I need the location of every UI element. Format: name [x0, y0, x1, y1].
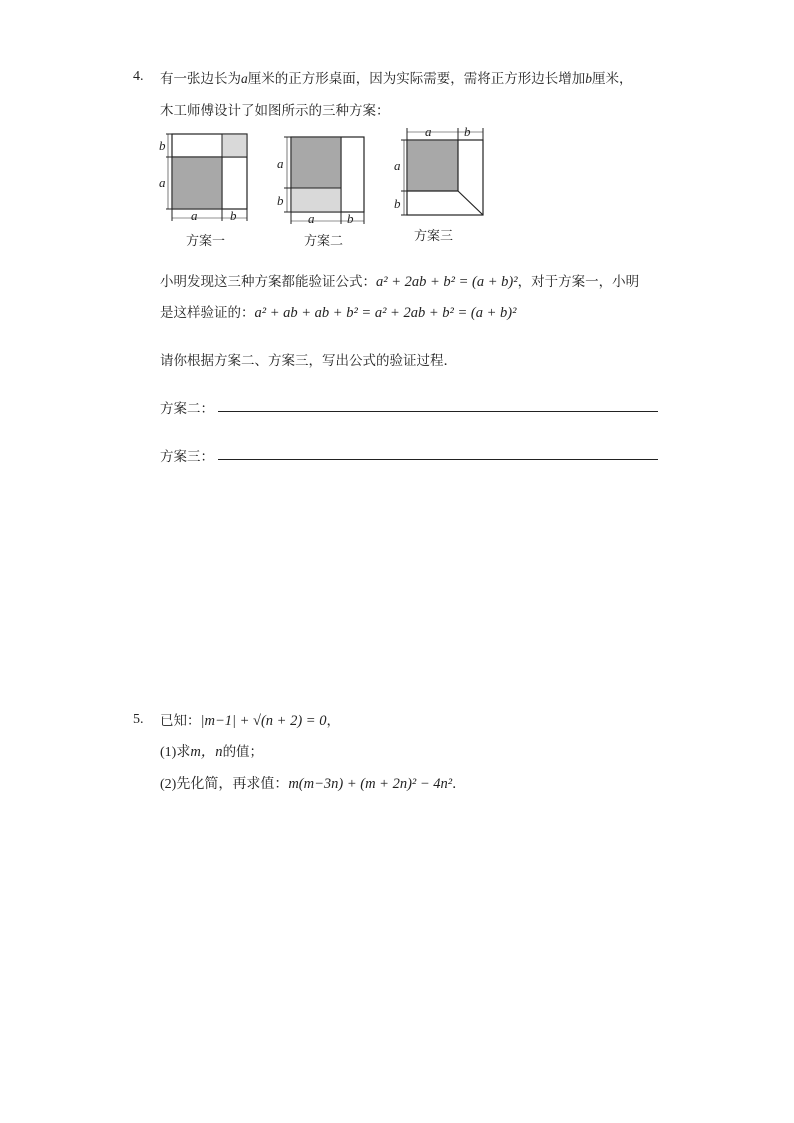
paragraph-line2: 是这样验证的：a² + ab + ab + b² = a² + 2ab + b² = (a + b)²	[160, 305, 517, 321]
formula-identity: a² + 2ab + b² = (a + b)²	[376, 274, 518, 290]
label-b: b	[277, 193, 284, 208]
part2-line: (2)先化简，再求值：m(m−3n) + (m + 2n)² − 4n²．	[160, 776, 466, 792]
question-text-line1: 有一张边长为a厘米的正方形桌面，因为实际需要，需将正方形边长增加b厘米，	[160, 71, 633, 87]
label-a: a	[191, 208, 198, 223]
variable-b: b	[585, 71, 592, 86]
label-a: a	[277, 156, 284, 171]
caption-scheme1: 方案一	[186, 234, 226, 249]
paragraph-line1: 小明发现这三种方案都能验证公式：a² + 2ab + b² = (a + b)²，对于方案一，小明	[160, 274, 640, 290]
formula-simplify: m(m−3n) + (m + 2n)² − 4n²	[288, 776, 453, 792]
answer-line-scheme3[interactable]	[218, 459, 658, 460]
scheme1-figure	[155, 128, 255, 228]
label-b: b	[159, 138, 166, 153]
formula-scheme1: a² + ab + ab + b² = a² + 2ab + b² = (a + b)²	[254, 305, 517, 321]
question-number: 5.	[133, 712, 144, 727]
question-number: 4.	[133, 69, 144, 84]
given-line: 已知：|m−1| + √(n + 2) = 0，	[160, 713, 340, 729]
caption-scheme2: 方案二	[304, 234, 344, 249]
scheme3-figure	[391, 122, 491, 222]
label-b: b	[347, 211, 354, 226]
question-text-line2: 木工师傅设计了如图所示的三种方案：	[160, 103, 390, 119]
label-b: b	[464, 124, 471, 139]
answer-line-scheme2[interactable]	[218, 411, 658, 412]
answer-label-scheme3: 方案三：	[160, 449, 214, 465]
label-a: a	[394, 158, 401, 173]
part1-line: (1)求m，n的值；	[160, 744, 264, 760]
label-a: a	[425, 124, 432, 139]
label-b: b	[230, 208, 237, 223]
scheme2-figure	[271, 130, 371, 230]
instruction-text: 请你根据方案二、方案三，写出公式的验证过程．	[160, 353, 457, 369]
label-a: a	[308, 211, 315, 226]
label-a: a	[159, 175, 166, 190]
answer-label-scheme2: 方案二：	[160, 401, 214, 417]
formula-given: |m−1| + √(n + 2) = 0	[200, 713, 327, 729]
variable-a: a	[241, 71, 248, 86]
caption-scheme3: 方案三	[414, 229, 454, 244]
variables-mn: m，n	[190, 744, 223, 760]
label-b: b	[394, 196, 401, 211]
